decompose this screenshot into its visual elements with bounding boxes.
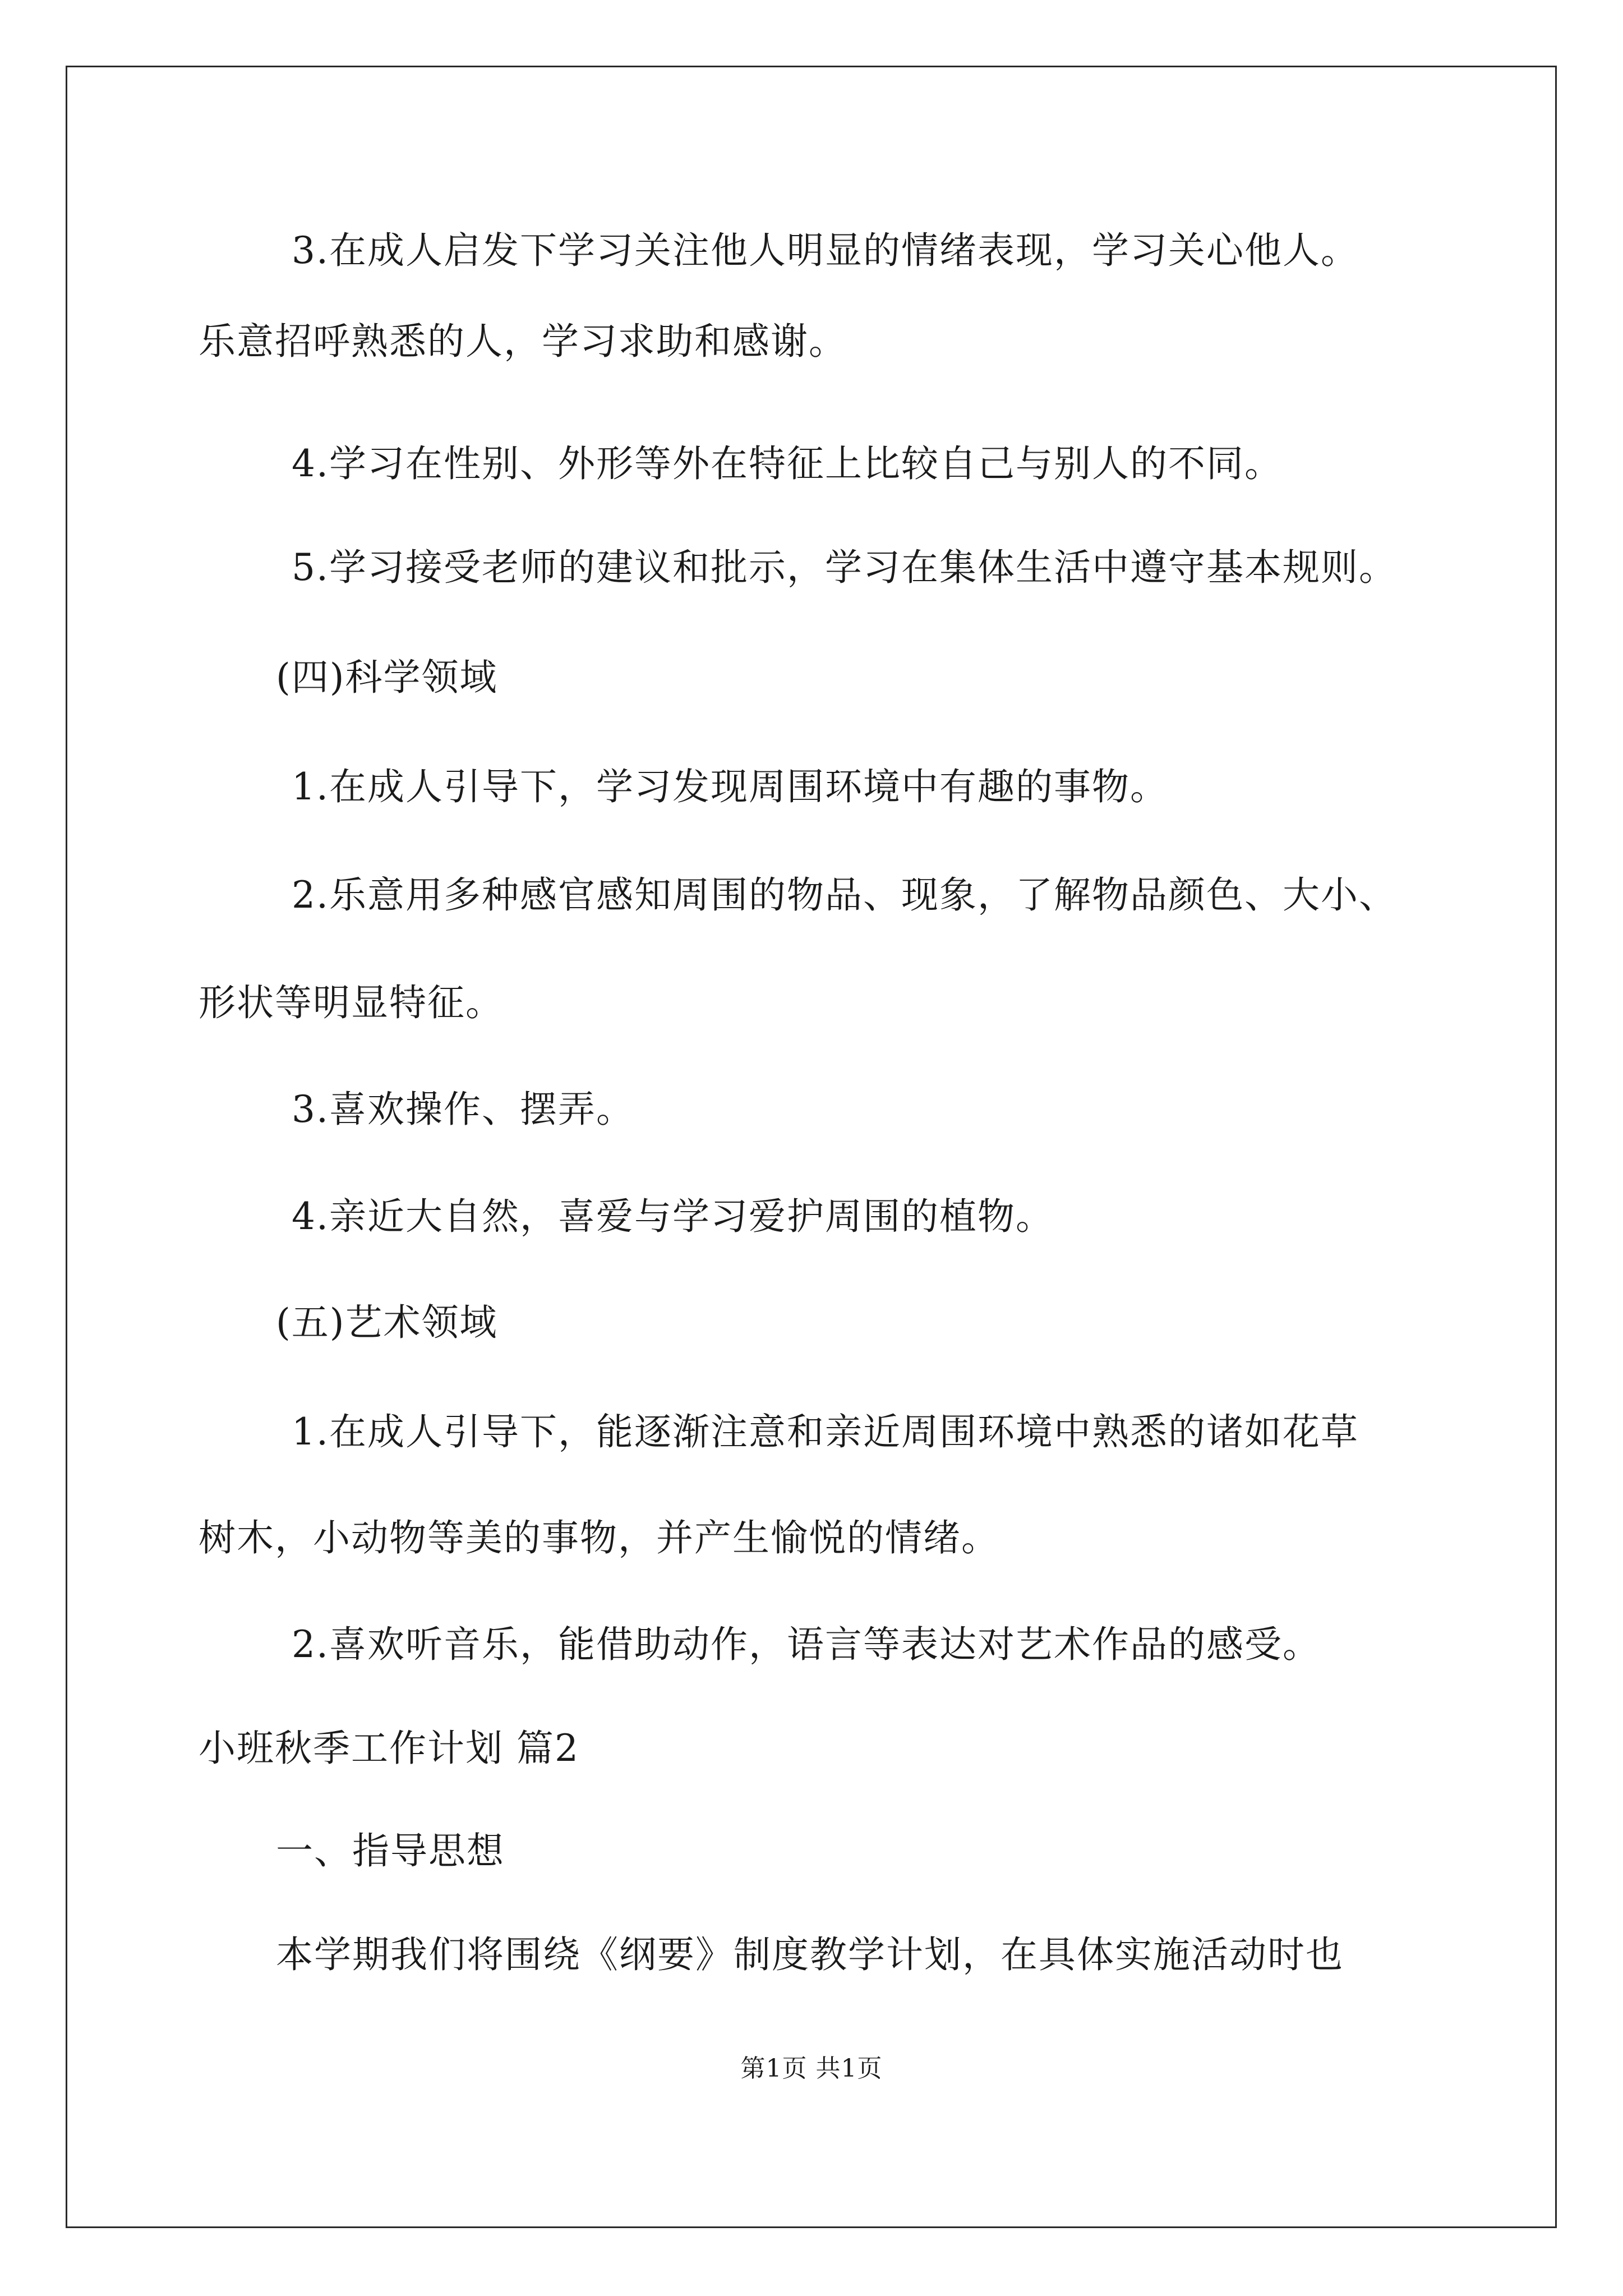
paragraph-line: 1.在成人引导下，能逐渐注意和亲近周围环境中熟悉的诸如花草	[292, 1410, 1359, 1453]
section-heading: (五)艺术领域	[276, 1301, 498, 1344]
document-title: 小班秋季工作计划 篇2	[199, 1727, 579, 1770]
paragraph-line: 乐意招呼熟悉的人，学习求助和感谢。	[199, 320, 847, 363]
paragraph-line: 树木，小动物等美的事物，并产生愉悦的情绪。	[199, 1516, 999, 1559]
paragraph-line: 2.乐意用多种感官感知周围的物品、现象，了解物品颜色、大小、	[292, 873, 1397, 917]
paragraph-line: 本学期我们将围绕《纲要》制度教学计划，在具体实施活动时也	[276, 1933, 1344, 1976]
paragraph-line: 5.学习接受老师的建议和批示，学习在集体生活中遵守基本规则。	[292, 546, 1397, 589]
paragraph-line: 形状等明显特征。	[199, 981, 504, 1024]
paragraph-line: 2.喜欢听音乐，能借助动作，语言等表达对艺术作品的感受。	[292, 1623, 1321, 1666]
section-heading: 一、指导思想	[276, 1829, 505, 1872]
paragraph-line: 1.在成人引导下，学习发现周围环境中有趣的事物。	[292, 765, 1168, 808]
paragraph-line: 4.学习在性别、外形等外在特征上比较自己与别人的不同。	[292, 442, 1283, 485]
paragraph-line: 3.喜欢操作、摆弄。	[292, 1088, 634, 1131]
page-footer: 第1页 共1页	[740, 2054, 883, 2083]
page-border	[66, 66, 1557, 2228]
section-heading: (四)科学领域	[276, 656, 498, 699]
paragraph-line: 3.在成人启发下学习关注他人明显的情绪表现，学习关心他人。	[292, 229, 1359, 272]
paragraph-line: 4.亲近大自然，喜爱与学习爱护周围的植物。	[292, 1195, 1054, 1238]
